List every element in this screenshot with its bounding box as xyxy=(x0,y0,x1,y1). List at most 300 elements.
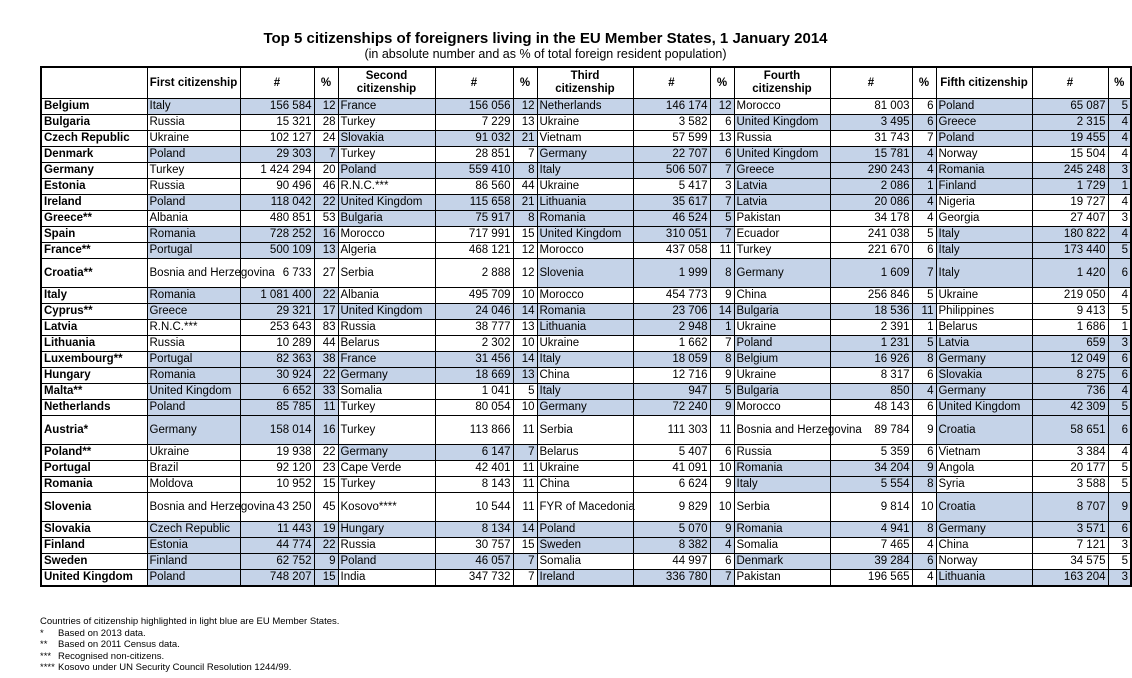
percent-cell: 8 xyxy=(710,259,734,288)
citizenship-cell: Germany xyxy=(147,416,240,445)
count-cell: 6 733 xyxy=(240,259,314,288)
percent-cell: 5 xyxy=(912,288,936,304)
citizenship-cell: Romania xyxy=(147,288,240,304)
count-cell: 3 384 xyxy=(1032,445,1108,461)
percent-cell: 5 xyxy=(1108,99,1131,115)
percent-cell: 9 xyxy=(710,288,734,304)
citizenship-cell: Ukraine xyxy=(537,179,633,195)
header-cell: Fourth citizenship xyxy=(734,67,830,99)
percent-cell: 9 xyxy=(314,554,338,570)
percent-cell: 5 xyxy=(912,336,936,352)
count-cell: 221 670 xyxy=(830,243,912,259)
count-cell: 480 851 xyxy=(240,211,314,227)
citizenship-cell: United Kingdom xyxy=(338,304,435,320)
table-row xyxy=(41,538,1131,554)
country-cell: Austria* xyxy=(41,416,147,445)
count-cell: 29 303 xyxy=(240,147,314,163)
count-cell: 454 773 xyxy=(633,288,710,304)
table-row xyxy=(41,384,1131,400)
percent-cell: 4 xyxy=(1108,131,1131,147)
table-row xyxy=(41,320,1131,336)
count-cell: 850 xyxy=(830,384,912,400)
footnote-mark: ** xyxy=(40,639,48,650)
citizenship-cell: United Kingdom xyxy=(734,147,830,163)
count-cell: 58 651 xyxy=(1032,416,1108,445)
citizenship-cell: Ukraine xyxy=(936,288,1032,304)
citizenship-cell: United Kingdom xyxy=(936,400,1032,416)
footnote-text: Based on 2011 Census data. xyxy=(58,639,180,650)
citizenship-cell: Germany xyxy=(936,352,1032,368)
count-cell: 6 652 xyxy=(240,384,314,400)
percent-cell: 5 xyxy=(1108,243,1131,259)
count-cell: 8 317 xyxy=(830,368,912,384)
percent-cell: 4 xyxy=(1108,384,1131,400)
citizenship-cell: Italy xyxy=(936,243,1032,259)
count-cell: 3 495 xyxy=(830,115,912,131)
citizenship-cell: Morocco xyxy=(537,288,633,304)
percent-cell: 3 xyxy=(1108,538,1131,554)
citizenship-cell: Slovakia xyxy=(338,131,435,147)
percent-cell: 7 xyxy=(513,445,537,461)
count-cell: 437 058 xyxy=(633,243,710,259)
country-cell: Italy xyxy=(41,288,147,304)
percent-cell: 24 xyxy=(314,131,338,147)
percent-cell: 11 xyxy=(912,304,936,320)
citizenship-cell: France xyxy=(338,99,435,115)
percent-cell: 13 xyxy=(513,320,537,336)
citizenship-cell: Italy xyxy=(537,163,633,179)
citizenship-cell: Poland xyxy=(147,147,240,163)
percent-cell: 8 xyxy=(912,352,936,368)
citizenship-cell: Germany xyxy=(537,400,633,416)
citizenship-cell: Netherlands xyxy=(537,99,633,115)
citizenship-cell: R.N.C.*** xyxy=(147,320,240,336)
percent-cell: 10 xyxy=(710,461,734,477)
percent-cell: 1 xyxy=(1108,179,1131,195)
count-cell: 1 662 xyxy=(633,336,710,352)
citizenship-cell: Lithuania xyxy=(936,570,1032,587)
table-row xyxy=(41,227,1131,243)
count-cell: 43 250 xyxy=(240,493,314,522)
table-row xyxy=(41,195,1131,211)
count-cell: 65 087 xyxy=(1032,99,1108,115)
country-cell: United Kingdom xyxy=(41,570,147,587)
citizenship-cell: Slovakia xyxy=(936,368,1032,384)
count-cell: 16 926 xyxy=(830,352,912,368)
citizenship-cell: Romania xyxy=(147,227,240,243)
count-cell: 1 081 400 xyxy=(240,288,314,304)
citizenship-cell: Belgium xyxy=(734,352,830,368)
citizenship-cell: Turkey xyxy=(338,147,435,163)
percent-cell: 23 xyxy=(314,461,338,477)
percent-cell: 9 xyxy=(710,477,734,493)
percent-cell: 6 xyxy=(710,554,734,570)
footnote xyxy=(40,628,339,640)
percent-cell: 21 xyxy=(513,195,537,211)
count-cell: 111 303 xyxy=(633,416,710,445)
table-row xyxy=(41,554,1131,570)
citizenship-cell: Lithuania xyxy=(537,320,633,336)
percent-cell: 9 xyxy=(912,416,936,445)
citizenship-cell: Bulgaria xyxy=(734,384,830,400)
percent-cell: 9 xyxy=(912,461,936,477)
citizenship-cell: China xyxy=(936,538,1032,554)
citizenship-cell: Georgia xyxy=(936,211,1032,227)
count-cell: 72 240 xyxy=(633,400,710,416)
citizenship-cell: Russia xyxy=(338,320,435,336)
percent-cell: 6 xyxy=(1108,352,1131,368)
header-cell: % xyxy=(1108,67,1131,99)
percent-cell: 22 xyxy=(314,195,338,211)
percent-cell: 4 xyxy=(1108,147,1131,163)
percent-cell: 6 xyxy=(710,147,734,163)
citizenship-cell: Belarus xyxy=(936,320,1032,336)
citizenship-cell: Poland xyxy=(147,400,240,416)
percent-cell: 4 xyxy=(912,211,936,227)
header-cell: # xyxy=(830,67,912,99)
country-cell: France** xyxy=(41,243,147,259)
citizenship-cell: Italy xyxy=(537,384,633,400)
count-cell: 31 743 xyxy=(830,131,912,147)
count-cell: 31 456 xyxy=(435,352,513,368)
country-cell: Portugal xyxy=(41,461,147,477)
table-row xyxy=(41,522,1131,538)
percent-cell: 16 xyxy=(314,416,338,445)
citizenship-cell: Poland xyxy=(936,131,1032,147)
citizenship-cell: Poland xyxy=(537,522,633,538)
percent-cell: 3 xyxy=(710,179,734,195)
percent-cell: 4 xyxy=(912,163,936,179)
citizenship-cell: Morocco xyxy=(734,400,830,416)
percent-cell: 8 xyxy=(513,211,537,227)
citizenship-cell: Ukraine xyxy=(734,320,830,336)
header-cell: # xyxy=(1032,67,1108,99)
percent-cell: 12 xyxy=(710,99,734,115)
percent-cell: 22 xyxy=(314,445,338,461)
table-row xyxy=(41,243,1131,259)
citizenship-cell: Croatia xyxy=(936,493,1032,522)
count-cell: 9 829 xyxy=(633,493,710,522)
table-row xyxy=(41,115,1131,131)
count-cell: 57 599 xyxy=(633,131,710,147)
citizenship-cell: United Kingdom xyxy=(537,227,633,243)
citizenship-cell: Romania xyxy=(537,211,633,227)
citizenship-cell: Ecuador xyxy=(734,227,830,243)
citizenship-cell: Vietnam xyxy=(936,445,1032,461)
citizenship-cell: Somalia xyxy=(338,384,435,400)
citizenship-cell: Ireland xyxy=(537,570,633,587)
table-row xyxy=(41,570,1131,587)
percent-cell: 27 xyxy=(314,259,338,288)
percent-cell: 7 xyxy=(513,147,537,163)
citizenship-cell: Somalia xyxy=(734,538,830,554)
count-cell: 44 997 xyxy=(633,554,710,570)
count-cell: 173 440 xyxy=(1032,243,1108,259)
footnote xyxy=(40,616,339,628)
percent-cell: 12 xyxy=(513,99,537,115)
table-row xyxy=(41,400,1131,416)
count-cell: 34 575 xyxy=(1032,554,1108,570)
percent-cell: 11 xyxy=(513,416,537,445)
percent-cell: 3 xyxy=(1108,211,1131,227)
percent-cell: 16 xyxy=(314,227,338,243)
table-row xyxy=(41,461,1131,477)
count-cell: 2 888 xyxy=(435,259,513,288)
country-cell: Cyprus** xyxy=(41,304,147,320)
citizenship-cell: Ukraine xyxy=(537,336,633,352)
count-cell: 9 814 xyxy=(830,493,912,522)
table-row xyxy=(41,259,1131,288)
percent-cell: 14 xyxy=(513,522,537,538)
percent-cell: 4 xyxy=(912,538,936,554)
count-cell: 85 785 xyxy=(240,400,314,416)
percent-cell: 11 xyxy=(314,400,338,416)
percent-cell: 45 xyxy=(314,493,338,522)
citizenship-cell: Greece xyxy=(734,163,830,179)
footnote-mark: *** xyxy=(40,650,52,662)
percent-cell: 6 xyxy=(912,115,936,131)
citizenship-cell: Algeria xyxy=(338,243,435,259)
citizenship-cell: Ukraine xyxy=(734,368,830,384)
citizenship-cell: Norway xyxy=(936,554,1032,570)
citizenship-cell: Philippines xyxy=(936,304,1032,320)
citizenship-cell: Turkey xyxy=(338,115,435,131)
footnote xyxy=(40,662,339,674)
percent-cell: 4 xyxy=(912,570,936,587)
percent-cell: 5 xyxy=(710,384,734,400)
citizenship-cell: Germany xyxy=(936,384,1032,400)
count-cell: 115 658 xyxy=(435,195,513,211)
percent-cell: 3 xyxy=(1108,570,1131,587)
percent-cell: 14 xyxy=(710,304,734,320)
count-cell: 5 359 xyxy=(830,445,912,461)
count-cell: 44 774 xyxy=(240,538,314,554)
percent-cell: 12 xyxy=(314,99,338,115)
percent-cell: 14 xyxy=(513,352,537,368)
percent-cell: 44 xyxy=(314,336,338,352)
count-cell: 310 051 xyxy=(633,227,710,243)
citizenship-cell: Morocco xyxy=(734,99,830,115)
citizenship-cell: Russia xyxy=(147,336,240,352)
percent-cell: 6 xyxy=(710,115,734,131)
citizenship-cell: Albania xyxy=(338,288,435,304)
citizenship-cell: Estonia xyxy=(147,538,240,554)
count-cell: 86 560 xyxy=(435,179,513,195)
citizenship-cell: Denmark xyxy=(734,554,830,570)
count-cell: 12 049 xyxy=(1032,352,1108,368)
table-row xyxy=(41,477,1131,493)
percent-cell: 44 xyxy=(513,179,537,195)
table-row xyxy=(41,336,1131,352)
percent-cell: 15 xyxy=(314,570,338,587)
count-cell: 10 544 xyxy=(435,493,513,522)
percent-cell: 4 xyxy=(1108,115,1131,131)
count-cell: 5 417 xyxy=(633,179,710,195)
country-cell: Finland xyxy=(41,538,147,554)
count-cell: 41 091 xyxy=(633,461,710,477)
count-cell: 3 571 xyxy=(1032,522,1108,538)
count-cell: 22 707 xyxy=(633,147,710,163)
country-cell: Bulgaria xyxy=(41,115,147,131)
percent-cell: 7 xyxy=(710,163,734,179)
count-cell: 1 231 xyxy=(830,336,912,352)
percent-cell: 9 xyxy=(1108,493,1131,522)
count-cell: 6 147 xyxy=(435,445,513,461)
citizenship-table xyxy=(40,66,1132,587)
percent-cell: 7 xyxy=(513,554,537,570)
percent-cell: 6 xyxy=(1108,368,1131,384)
count-cell: 20 086 xyxy=(830,195,912,211)
citizenship-cell: Brazil xyxy=(147,461,240,477)
citizenship-cell: Bulgaria xyxy=(734,304,830,320)
percent-cell: 9 xyxy=(710,522,734,538)
citizenship-cell: Turkey xyxy=(338,416,435,445)
citizenship-cell: Belarus xyxy=(537,445,633,461)
footnote xyxy=(40,651,339,663)
percent-cell: 4 xyxy=(710,538,734,554)
percent-cell: 22 xyxy=(314,368,338,384)
count-cell: 748 207 xyxy=(240,570,314,587)
country-cell: Belgium xyxy=(41,99,147,115)
percent-cell: 6 xyxy=(912,368,936,384)
count-cell: 1 729 xyxy=(1032,179,1108,195)
percent-cell: 6 xyxy=(710,445,734,461)
count-cell: 559 410 xyxy=(435,163,513,179)
header-country xyxy=(41,67,147,99)
citizenship-cell: China xyxy=(537,477,633,493)
count-cell: 8 275 xyxy=(1032,368,1108,384)
citizenship-cell: Pakistan xyxy=(734,211,830,227)
percent-cell: 11 xyxy=(513,477,537,493)
count-cell: 5 554 xyxy=(830,477,912,493)
citizenship-cell: Bosnia and Herzegovina xyxy=(147,493,240,522)
count-cell: 12 716 xyxy=(633,368,710,384)
country-cell: Poland** xyxy=(41,445,147,461)
count-cell: 82 363 xyxy=(240,352,314,368)
citizenship-cell: Latvia xyxy=(734,195,830,211)
table-body xyxy=(41,99,1131,587)
citizenship-cell: Belarus xyxy=(338,336,435,352)
count-cell: 8 707 xyxy=(1032,493,1108,522)
count-cell: 6 624 xyxy=(633,477,710,493)
citizenship-cell: Poland xyxy=(936,99,1032,115)
citizenship-cell: Romania xyxy=(537,304,633,320)
table-row xyxy=(41,352,1131,368)
country-cell: Denmark xyxy=(41,147,147,163)
citizenship-cell: Morocco xyxy=(338,227,435,243)
percent-cell: 7 xyxy=(710,227,734,243)
count-cell: 7 229 xyxy=(435,115,513,131)
count-cell: 2 315 xyxy=(1032,115,1108,131)
citizenship-cell: Ukraine xyxy=(537,115,633,131)
count-cell: 468 121 xyxy=(435,243,513,259)
percent-cell: 6 xyxy=(912,400,936,416)
percent-cell: 6 xyxy=(1108,259,1131,288)
citizenship-cell: Russia xyxy=(734,131,830,147)
percent-cell: 13 xyxy=(513,368,537,384)
citizenship-cell: Croatia xyxy=(936,416,1032,445)
count-cell: 24 046 xyxy=(435,304,513,320)
citizenship-cell: Finland xyxy=(936,179,1032,195)
country-cell: Latvia xyxy=(41,320,147,336)
count-cell: 15 781 xyxy=(830,147,912,163)
percent-cell: 22 xyxy=(314,288,338,304)
citizenship-cell: Poland xyxy=(734,336,830,352)
count-cell: 1 420 xyxy=(1032,259,1108,288)
count-cell: 1 999 xyxy=(633,259,710,288)
count-cell: 18 669 xyxy=(435,368,513,384)
percent-cell: 4 xyxy=(1108,288,1131,304)
percent-cell: 8 xyxy=(912,522,936,538)
count-cell: 118 042 xyxy=(240,195,314,211)
count-cell: 89 784 xyxy=(830,416,912,445)
count-cell: 80 054 xyxy=(435,400,513,416)
percent-cell: 5 xyxy=(1108,477,1131,493)
citizenship-cell: Russia xyxy=(147,179,240,195)
table-row xyxy=(41,416,1131,445)
count-cell: 23 706 xyxy=(633,304,710,320)
header-cell: # xyxy=(435,67,513,99)
count-cell: 34 204 xyxy=(830,461,912,477)
footnote xyxy=(40,639,339,651)
count-cell: 48 143 xyxy=(830,400,912,416)
citizenship-cell: United Kingdom xyxy=(338,195,435,211)
percent-cell: 5 xyxy=(1108,461,1131,477)
count-cell: 180 822 xyxy=(1032,227,1108,243)
percent-cell: 38 xyxy=(314,352,338,368)
table-row xyxy=(41,147,1131,163)
percent-cell: 3 xyxy=(1108,336,1131,352)
percent-cell: 7 xyxy=(710,195,734,211)
count-cell: 336 780 xyxy=(633,570,710,587)
citizenship-cell: Russia xyxy=(734,445,830,461)
percent-cell: 15 xyxy=(513,538,537,554)
count-cell: 1 686 xyxy=(1032,320,1108,336)
citizenship-cell: Ukraine xyxy=(147,445,240,461)
citizenship-cell: Italy xyxy=(734,477,830,493)
citizenship-cell: Romania xyxy=(936,163,1032,179)
count-cell: 146 174 xyxy=(633,99,710,115)
count-cell: 8 134 xyxy=(435,522,513,538)
count-cell: 2 948 xyxy=(633,320,710,336)
count-cell: 91 032 xyxy=(435,131,513,147)
percent-cell: 5 xyxy=(513,384,537,400)
percent-cell: 11 xyxy=(710,243,734,259)
header-cell: # xyxy=(633,67,710,99)
citizenship-cell: Italy xyxy=(936,227,1032,243)
count-cell: 10 952 xyxy=(240,477,314,493)
percent-cell: 10 xyxy=(513,400,537,416)
citizenship-cell: Czech Republic xyxy=(147,522,240,538)
country-cell: Malta** xyxy=(41,384,147,400)
citizenship-cell: Italy xyxy=(147,99,240,115)
count-cell: 659 xyxy=(1032,336,1108,352)
count-cell: 38 777 xyxy=(435,320,513,336)
percent-cell: 12 xyxy=(513,259,537,288)
citizenship-cell: Portugal xyxy=(147,243,240,259)
citizenship-cell: Cape Verde xyxy=(338,461,435,477)
table-title: Top 5 citizenships of foreigners living in the EU Member States, 1 January 2014 xyxy=(263,30,828,47)
count-cell: 18 059 xyxy=(633,352,710,368)
citizenship-cell: Somalia xyxy=(537,554,633,570)
percent-cell: 7 xyxy=(314,147,338,163)
count-cell: 9 413 xyxy=(1032,304,1108,320)
citizenship-cell: United Kingdom xyxy=(147,384,240,400)
country-cell: Slovenia xyxy=(41,493,147,522)
header-cell: % xyxy=(710,67,734,99)
percent-cell: 15 xyxy=(513,227,537,243)
citizenship-cell: Turkey xyxy=(147,163,240,179)
